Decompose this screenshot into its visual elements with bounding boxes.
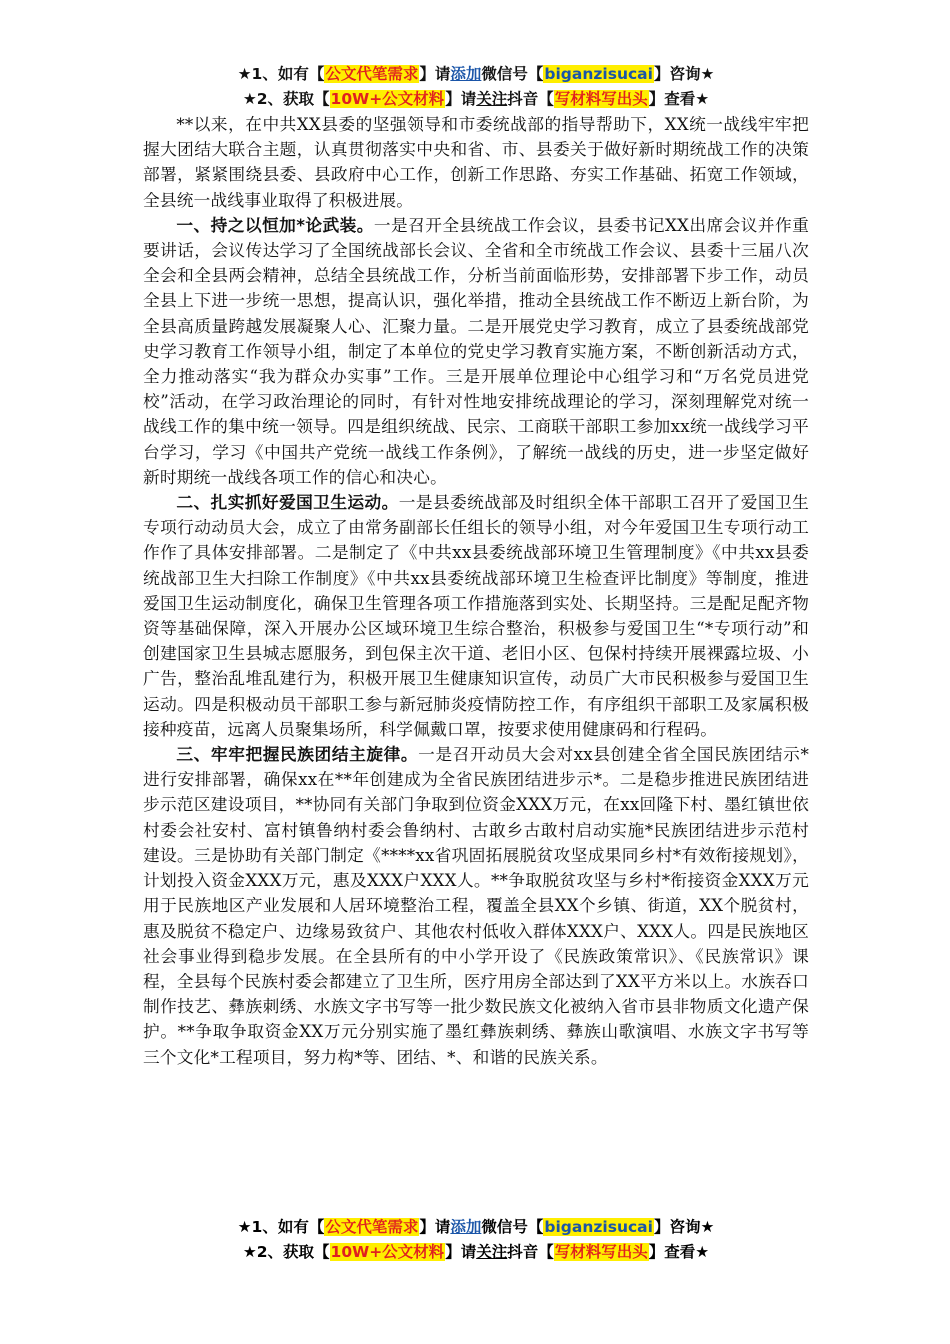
document-body [143, 112, 809, 1070]
promo-line-2 [143, 87, 809, 112]
promo-underline: 关注 [476, 90, 508, 108]
promo-text: 】请 [445, 1243, 477, 1261]
section-paragraph [143, 490, 809, 742]
section-text: 一是召开动员大会对xx县创建全省全国民族团结示*进行安排部署，确保xx在**年创建成为全省民族团结进步示*。二是稳步推进民族团结进步示范区建设项目，**协同有关部门争取到位资金XXX万元，在xx回隆下村、墨红镇世依村委会社安村、富村镇鲁纳村委会鲁纳村、古敢乡古敢村启动实施*民族团结进步示范村建设。三是协助有关部门制定《****xx省巩固拓展脱贫攻坚成果同乡村*有效衔接规划》，计划投入资金XXX万元，惠及XXX户XXX人。**争取脱贫攻坚与乡村*衔接资金XXX万元用于民族地区产业发展和人居环境整治工程，覆盖全县XX个乡镇、街道，XX个脱贫村，惠及脱贫不稳定户、边缘易致贫户、其他农村低收入群体XXX户、XXX人。四是民族地区社会事业得到稳步发展。在全县所有的中小学开设了《民族政策常识》、《民族常识》课程，全县每个民族村委会都建立了卫生所，医疗用房全部达到了XX平方米以上。水族吞口制作技艺、彝族刺绣、水族文字书写等一批少数民族文化被纳入省市县非物质文化遗产保护。**争取争取资金XX万元分别实施了墨红彝族刺绣、彝族山歌演唱、水族文字书写等三个文化*工程项目，努力构*等、团结、*、和谐的民族关系。 [143, 744, 809, 1067]
promo-text: 抖音【 [507, 90, 554, 108]
promo-text: ★1、如有【 [237, 1218, 325, 1236]
promo-banner-top [143, 62, 809, 112]
promo-douyin-id: 写材料写出头 [554, 90, 648, 108]
promo-highlight: 公文代笔需求 [325, 1218, 419, 1236]
promo-text: 】咨询★ [653, 65, 715, 83]
promo-banner-bottom [143, 1215, 809, 1265]
promo-line-1 [143, 62, 809, 87]
section-paragraph [143, 213, 809, 490]
section-heading: 三、牢牢把握民族团结主旋律。 [176, 744, 419, 765]
section-text: 一是召开全县统战工作会议，县委书记XX出席会议并作重要讲话，会议传达学习了全国统战部长会议、全省和全市统战工作会议、县委十三届八次全会和全县两会精神，总结全县统战工作，分析当前面临形势，安排部署下步工作，动员全县上下进一步统一思想，提高认识，强化举措，推动全县统战工作不断迈上新台阶，为全县高质量跨越发展凝聚人心、汇聚力量。二是开展党史学习教育，成立了县委统战部党史学习教育工作领导小组，制定了本单位的党史学习教育实施方案，不断创新活动方式，全力推动落实“我为群众办实事”工作。三是开展单位理论中心组学习和“万名党员进党校”活动，在学习政治理论的同时，有针对性地安排统战理论的学习，深刻理解党对统一战线工作的集中统一领导。四是组织统战、民宗、工商联干部职工参加xx统一战线学习平台学习，学习《中国共产党统一战线工作条例》，了解统一战线的历史，进一步坚定做好新时期统一战线各项工作的信心和决心。 [143, 214, 809, 487]
promo-underline: 添加 [450, 65, 482, 83]
promo-wechat-id: biganzisucai [544, 1218, 653, 1236]
promo-highlight: 10W+公文材料 [330, 1243, 445, 1261]
section-heading: 二、扎实抓好爱国卫生运动。 [176, 492, 399, 513]
promo-underline: 关注 [476, 1243, 508, 1261]
document-page [143, 62, 809, 1070]
promo-text: ★1、如有【 [237, 65, 325, 83]
promo-text: 微信号【 [481, 1218, 544, 1236]
promo-text: 微信号【 [481, 65, 544, 83]
promo-text: 】请 [419, 1218, 451, 1236]
promo-underline: 添加 [450, 1218, 482, 1236]
promo-text: 】请 [445, 90, 477, 108]
section-paragraph [143, 742, 809, 1070]
promo-text: ★2、获取【 [242, 1243, 330, 1261]
promo-line-1 [143, 1215, 809, 1240]
promo-text: 】查看★ [648, 1243, 710, 1261]
promo-line-2 [143, 1240, 809, 1265]
promo-text: 】请 [419, 65, 451, 83]
promo-text: 】查看★ [648, 90, 710, 108]
promo-highlight: 10W+公文材料 [330, 90, 445, 108]
section-heading: 一、持之以恒加*论武装。 [176, 214, 374, 235]
intro-paragraph: **以来，在中共XX县委的坚强领导和市委统战部的指导帮助下，XX统一战线牢牢把握大团结大联合主题，认真贯彻落实中央和省、市、县委关于做好新时期统战工作的决策部署，紧紧围绕县委、县政府中心工作，创新工作思路、夯实工作基础、拓宽工作领域，全县统一战线事业取得了积极进展。 [143, 114, 809, 210]
promo-douyin-id: 写材料写出头 [554, 1243, 648, 1261]
promo-text: 】咨询★ [653, 1218, 715, 1236]
promo-wechat-id: biganzisucai [544, 65, 653, 83]
section-text: 一是县委统战部及时组织全体干部职工召开了爱国卫生专项行动动员大会，成立了由常务副部长任组长的领导小组，对今年爱国卫生专项行动工作作了具体安排部署。二是制定了《中共xx县委统战部环境卫生管理制度》《中共xx县委统战部卫生大扫除工作制度》《中共xx县委统战部环境卫生检查评比制度》等制度，推进爱国卫生运动制度化，确保卫生管理各项工作措施落到实处、长期坚持。三是配足配齐物资等基础保障，深入开展办公区域环境卫生综合整治，积极参与爱国卫生“*专项行动”和创建国家卫生县城志愿服务，到包保主次干道、老旧小区、包保村持续开展裸露垃圾、小广告，整治乱堆乱建行为，积极开展卫生健康知识宣传，动员广大市民积极参与爱国卫生运动。四是积极动员干部职工参与新冠肺炎疫情防控工作，有序组织干部职工及家属积极接种疫苗，远离人员聚集场所，科学佩戴口罩，按要求使用健康码和行程码。 [143, 492, 809, 739]
promo-text: 抖音【 [507, 1243, 554, 1261]
promo-highlight: 公文代笔需求 [325, 65, 419, 83]
promo-text: ★2、获取【 [242, 90, 330, 108]
